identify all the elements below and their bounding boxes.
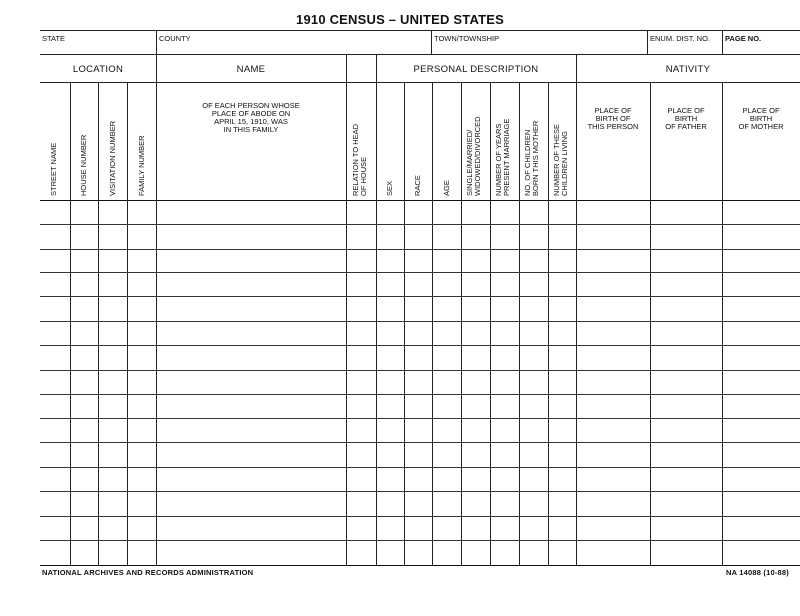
county-field[interactable]: COUNTY — [159, 34, 191, 43]
group-name: NAME — [236, 64, 266, 75]
table-row[interactable] — [40, 321, 800, 322]
top-fields-divider — [40, 54, 800, 55]
col-sex: SEX — [385, 180, 394, 196]
col-children-born: NO. OF CHILDREN BORN THIS MOTHER — [523, 120, 540, 196]
table-row[interactable] — [40, 345, 800, 346]
footer-form-number: NA 14088 (10-88) — [726, 568, 789, 577]
table-row[interactable] — [40, 224, 800, 225]
column-header-divider — [40, 200, 800, 201]
table-row[interactable] — [40, 296, 800, 297]
col-house-number: HOUSE NUMBER — [79, 134, 88, 196]
form-top-border — [40, 30, 800, 31]
page-no-field[interactable]: PAGE NO. — [725, 34, 762, 43]
table-row[interactable] — [40, 491, 800, 492]
town-township-field[interactable]: TOWN/TOWNSHIP — [434, 34, 500, 43]
table-row[interactable] — [40, 467, 800, 468]
group-header-divider — [40, 82, 800, 83]
table-row[interactable] — [40, 370, 800, 371]
col-birthplace-person: PLACE OF BIRTH OF THIS PERSON — [587, 106, 639, 131]
footer-agency: NATIONAL ARCHIVES AND RECORDS ADMINISTRATION — [42, 568, 254, 577]
col-name-description: OF EACH PERSON WHOSE PLACE OF ABODE ON APRIL 15, 1910, WAS IN THIS FAMILY — [202, 101, 300, 134]
table-row[interactable] — [40, 442, 800, 443]
table-row[interactable] — [40, 249, 800, 250]
col-age: AGE — [442, 180, 451, 196]
table-row[interactable] — [40, 418, 800, 419]
col-visitation-number: VISITATION NUMBER — [108, 120, 117, 196]
enum-dist-field[interactable]: ENUM. DIST. NO. — [650, 34, 711, 43]
col-birthplace-mother: PLACE OF BIRTH OF MOTHER — [738, 106, 784, 131]
col-relation-to-head: RELATION TO HEAD OF HOUSE — [351, 123, 368, 196]
table-row[interactable] — [40, 540, 800, 541]
state-field[interactable]: STATE — [42, 34, 66, 43]
col-street-name: STREET NAME — [49, 142, 58, 196]
col-race: RACE — [413, 175, 422, 196]
col-family-number: FAMILY NUMBER — [137, 135, 146, 196]
census-form-table — [40, 30, 800, 566]
group-location: LOCATION — [72, 64, 124, 75]
col-years-marriage: NUMBER OF YEARS PRESENT MARRIAGE — [494, 118, 511, 196]
group-nativity: NATIVITY — [665, 64, 711, 75]
table-bottom-border — [40, 565, 800, 566]
table-row[interactable] — [40, 516, 800, 517]
col-children-living: NUMBER OF THESE CHILDREN LIVING — [552, 124, 569, 196]
table-row[interactable] — [40, 394, 800, 395]
group-personal-description: PERSONAL DESCRIPTION — [413, 64, 539, 75]
col-birthplace-father: PLACE OF BIRTH OF FATHER — [665, 106, 707, 131]
table-row[interactable] — [40, 272, 800, 273]
col-marital-status: SINGLE/MARRIED/ WIDOWED/DIVORCED — [465, 116, 482, 196]
form-title: 1910 CENSUS – UNITED STATES — [296, 12, 504, 27]
